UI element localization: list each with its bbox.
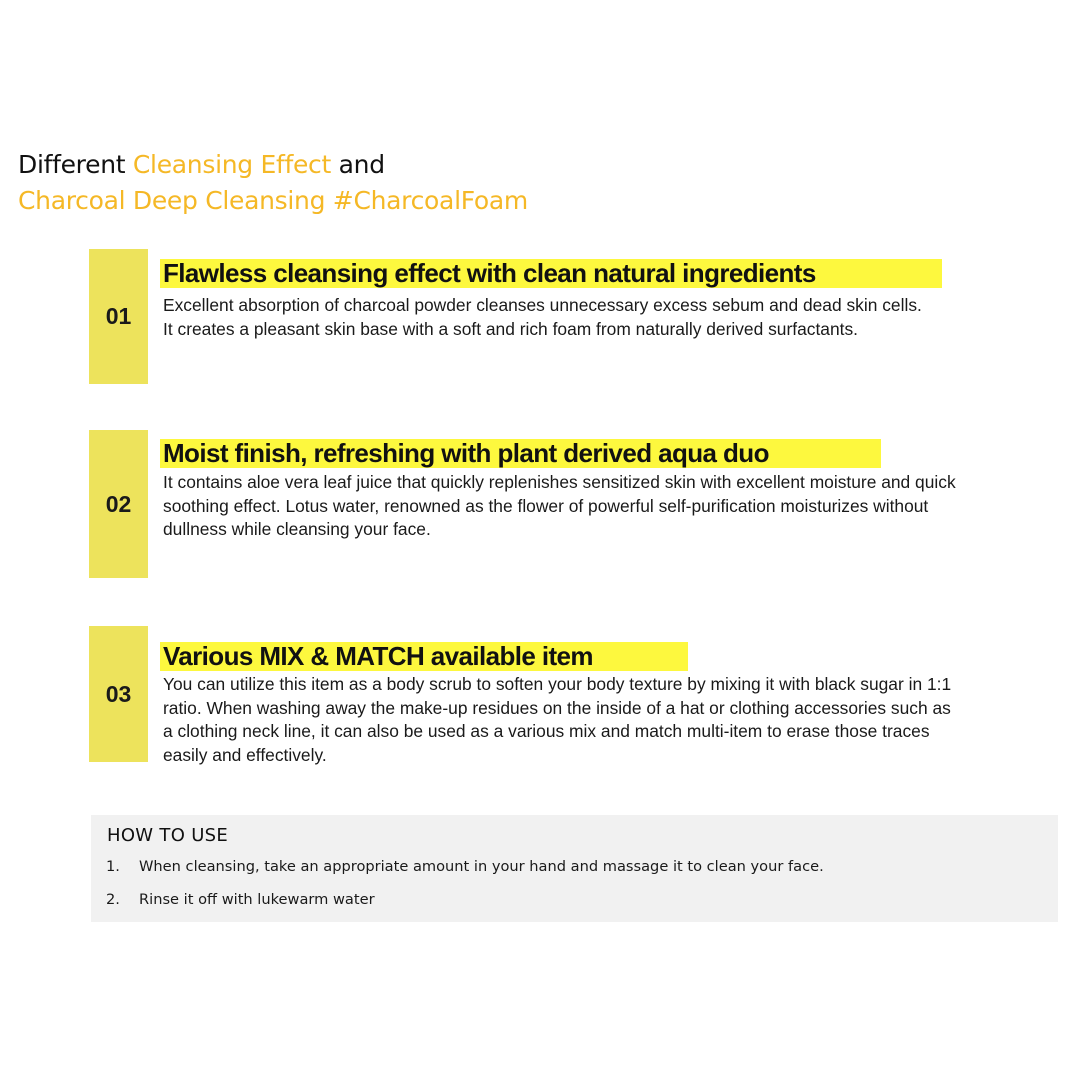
feature-title: Flawless cleansing effect with clean natural ingredients — [160, 259, 942, 288]
how-to-use-step-1 — [106, 858, 824, 875]
feature-description — [163, 294, 1063, 341]
feature-number: 02 — [105, 490, 132, 517]
feature-description-line: ratio. When washing away the make-up residues on the inside of a hat or clothing accessories such as — [163, 697, 951, 718]
headline-text: Different — [18, 150, 133, 179]
how-to-use-panel — [91, 815, 1058, 922]
feature-description-line: You can utilize this item as a body scrub to soften your body texture by mixing it with black sugar in 1:1 — [163, 674, 952, 694]
feature-description — [163, 471, 1063, 542]
step-text: Rinse it off with lukewarm water — [139, 891, 375, 908]
headline-accent-cleansing-effect: Cleansing Effect — [132, 150, 331, 179]
headline-line-2 — [18, 183, 528, 219]
feature-03 — [89, 626, 1064, 765]
headline-text: and — [331, 150, 385, 179]
step-number: 1. — [106, 858, 120, 875]
feature-number: 03 — [105, 680, 132, 707]
feature-number-box — [89, 430, 148, 578]
feature-description-line: Excellent absorption of charcoal powder cleanses unnecessary excess sebum and dead skin cells. — [163, 295, 922, 315]
feature-number: 01 — [105, 303, 132, 329]
feature-01 — [89, 249, 1064, 384]
feature-title: Moist finish, refreshing with plant derived aqua duo — [160, 439, 881, 468]
headline-accent-charcoal: Charcoal Deep Cleansing #CharcoalFoam — [18, 186, 528, 215]
feature-description — [163, 673, 1063, 767]
how-to-use-step-2 — [106, 891, 375, 908]
feature-title: Various MIX & MATCH available item — [160, 642, 688, 671]
feature-number-box — [89, 626, 148, 762]
feature-description-line: soothing effect. Lotus water, renowned as the flower of powerful self-purification moisturizes without — [163, 495, 929, 516]
headline-line-1 — [18, 147, 528, 183]
feature-description-line: easily and effectively. — [163, 744, 327, 765]
feature-description-line: It contains aloe vera leaf juice that quickly replenishes sensitized skin with excellent moisture and quick — [163, 472, 956, 492]
feature-number-box — [89, 249, 148, 384]
step-text: When cleansing, take an appropriate amount in your hand and massage it to clean your face. — [139, 858, 824, 875]
feature-description-line: It creates a pleasant skin base with a soft and rich foam from naturally derived surfactants. — [163, 318, 858, 339]
how-to-use-title: HOW TO USE — [107, 825, 229, 846]
feature-description-line: a clothing neck line, it can also be used as a various mix and match multi-item to erase those traces — [163, 721, 930, 741]
step-number: 2. — [106, 891, 120, 908]
feature-description-line: dullness while cleansing your face. — [163, 519, 431, 539]
feature-02 — [89, 430, 1064, 578]
headline — [18, 147, 528, 219]
